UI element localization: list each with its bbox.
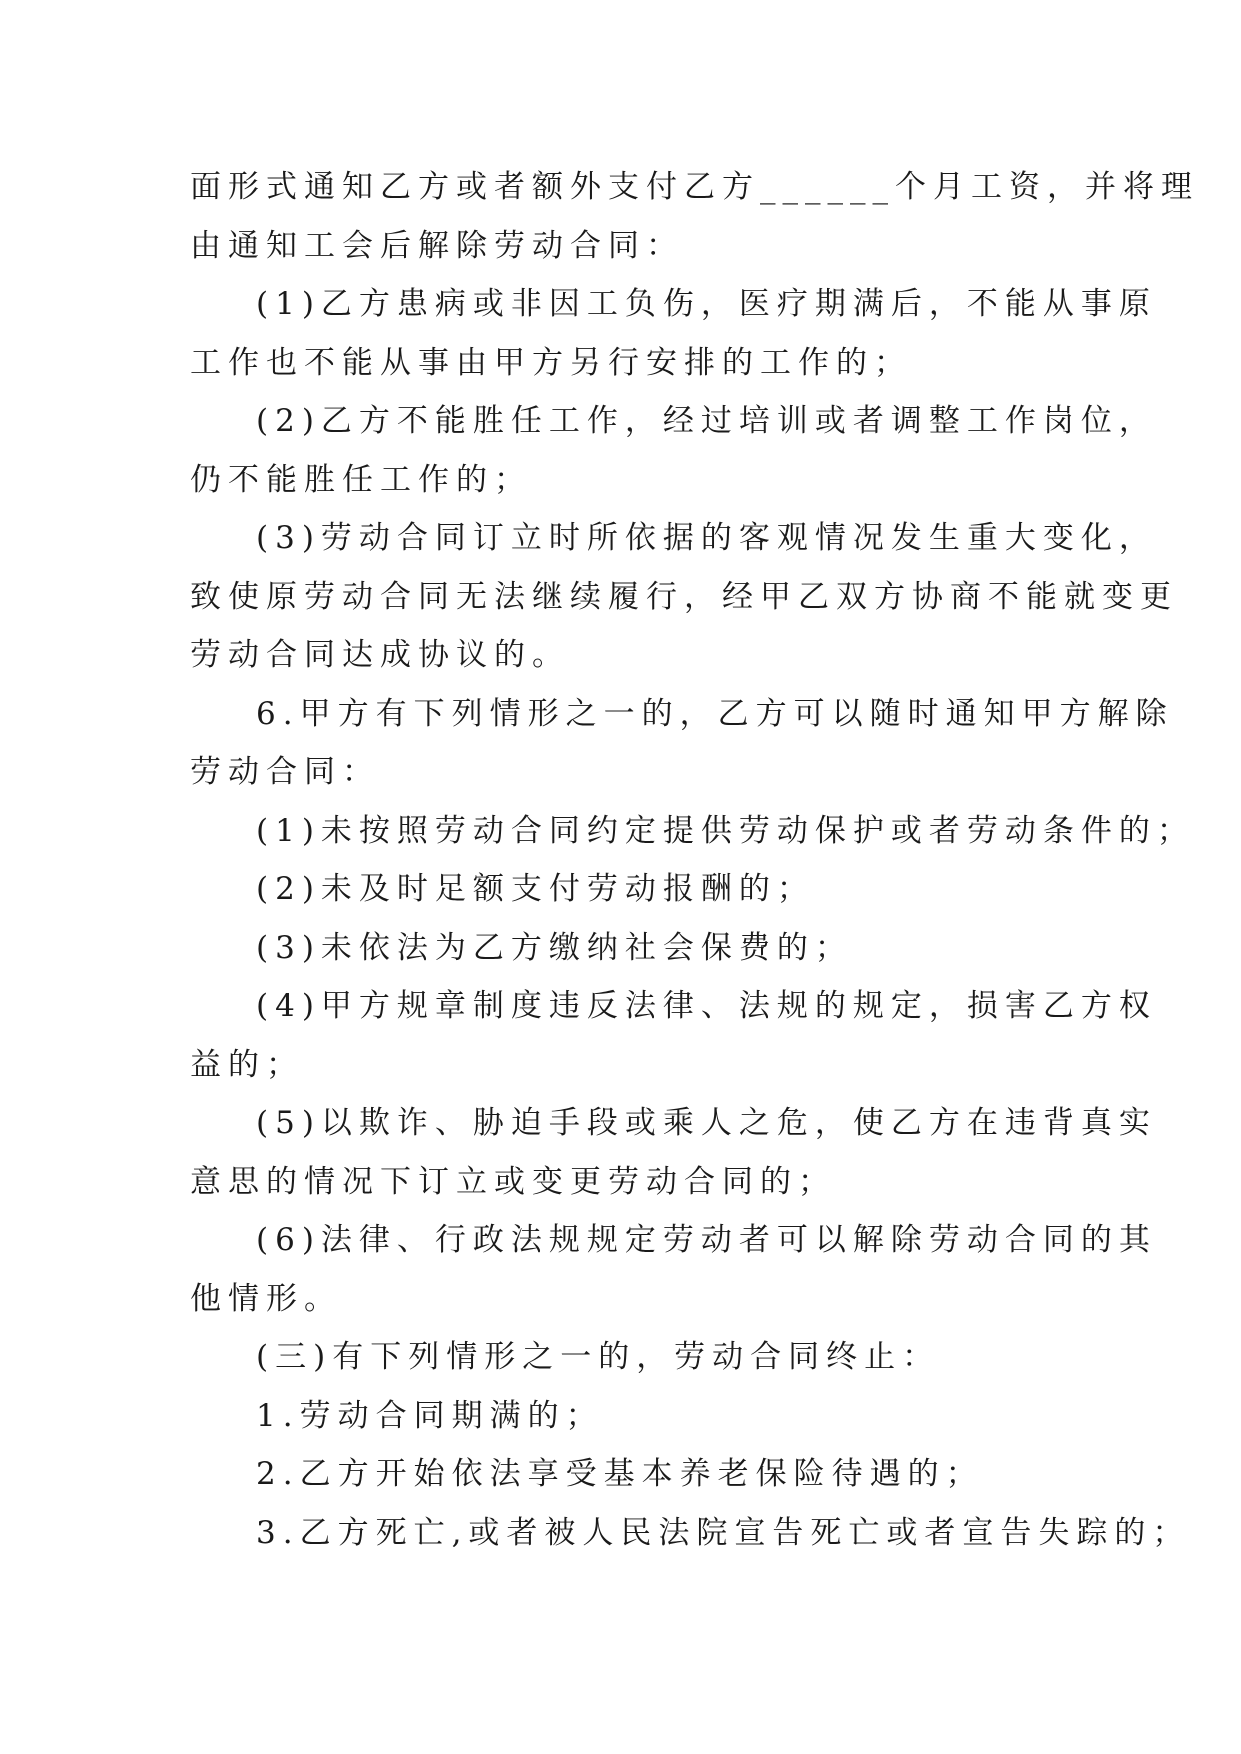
paragraph-line: 工作也不能从事由甲方另行安排的工作的； — [190, 344, 912, 381]
paragraph-line: (3)劳动合同订立时所依据的客观情况发生重大变化， — [256, 520, 1157, 556]
paragraph-line: (3)未依法为乙方缴纳社会保费的； — [256, 929, 853, 966]
paragraph-line: 劳动合同达成协议的。 — [190, 637, 570, 673]
paragraph-line: 由通知工会后解除劳动合同： — [190, 227, 684, 264]
paragraph-line: (4)甲方规章制度违反法律、法规的规定，损害乙方权 — [256, 988, 1157, 1024]
paragraph-line: 益的； — [190, 1046, 304, 1083]
paragraph-line: (1)乙方患病或非因工负伤，医疗期满后，不能从事原 — [256, 286, 1157, 322]
paragraph-line: 仍不能胜任工作的； — [190, 461, 532, 498]
paragraph-line: (6)法律、行政法规规定劳动者可以解除劳动合同的其 — [256, 1222, 1157, 1258]
paragraph-line: 2.乙方开始依法享受基本养老保险待遇的； — [256, 1456, 984, 1492]
paragraph-line: 他情形。 — [190, 1280, 342, 1317]
paragraph-line: 致使原劳动合同无法继续履行，经甲乙双方协商不能就变更 — [190, 578, 1178, 615]
paragraph-line: 1.劳动合同期满的； — [256, 1397, 604, 1434]
paragraph-line: 面形式通知乙方或者额外支付乙方______个月工资，并将理 — [190, 169, 1199, 205]
paragraph-line: 意思的情况下订立或变更劳动合同的； — [190, 1163, 836, 1200]
paragraph-line: (5)以欺诈、胁迫手段或乘人之危，使乙方在违背真实 — [256, 1105, 1157, 1141]
paragraph-line: 劳动合同： — [190, 754, 380, 790]
paragraph-line: 3.乙方死亡,或者被人民法院宣告死亡或者宣告失踪的； — [256, 1514, 1191, 1551]
document-body — [190, 158, 1199, 1562]
paragraph-line: (三)有下列情形之一的，劳动合同终止： — [256, 1339, 941, 1375]
paragraph-line: (1)未按照劳动合同约定提供劳动保护或者劳动条件的； — [256, 812, 1195, 849]
paragraph-line: (2)乙方不能胜任工作，经过培训或者调整工作岗位， — [256, 403, 1157, 439]
paragraph-line: 6.甲方有下列情形之一的，乙方可以随时通知甲方解除 — [256, 695, 1174, 732]
paragraph-line: (2)未及时足额支付劳动报酬的； — [256, 871, 815, 907]
